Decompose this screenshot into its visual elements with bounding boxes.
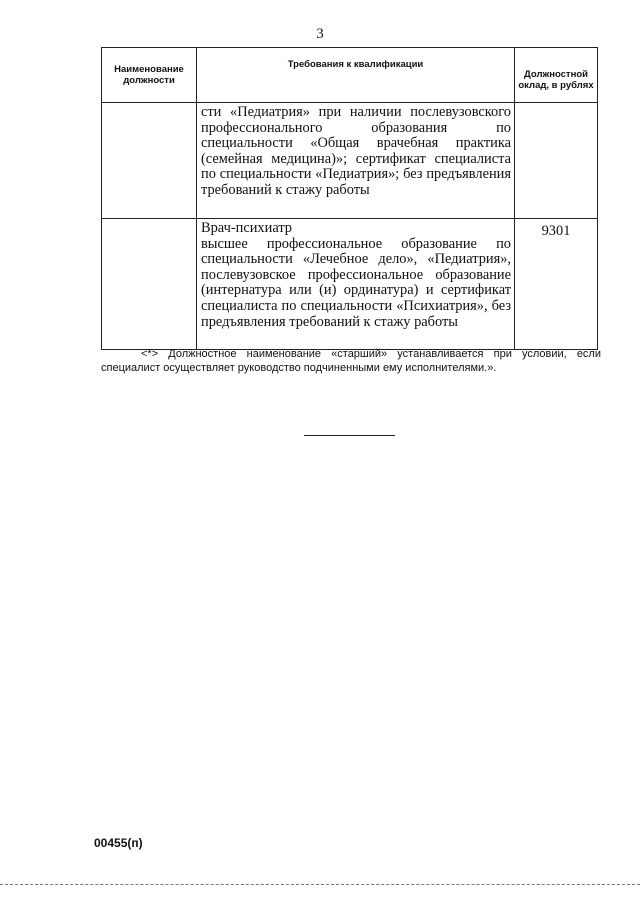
header-position: Наименование должности	[102, 48, 197, 103]
requirements-cell	[197, 219, 515, 350]
table-row	[102, 103, 598, 219]
job-title: Врач-психиатр	[201, 220, 292, 236]
position-cell	[102, 103, 197, 219]
footnote: <*> Должностное наименование «старший» устанавливается при условии, если специалист осуществляет руководство подчиненными ему исполнителями.».	[101, 348, 601, 374]
requirements-text: высшее профессиональное образование по специальности «Лечебное дело», «Педиатрия», послевузовское профессиональное образование (интернатура или (и) ординатура) и сертификат специалиста по специальности «Психиатрия», без предъявления требований к стажу работы	[201, 235, 511, 330]
qualification-table	[101, 47, 598, 350]
separator-rule	[304, 435, 395, 436]
header-salary: Должностной оклад, в рублях	[515, 48, 598, 103]
requirements-text: сти «Педиатрия» при наличии послевузовского профессионального образования по специальности «Общая врачебная практика (семейная медицина)»; сертификат специалиста по специальности «Педиатрия»; без предъявления требований к стажу работы	[201, 104, 511, 198]
position-cell	[102, 219, 197, 350]
page-number: 3	[316, 26, 324, 42]
header-requirements: Требования к квалификации	[197, 48, 515, 103]
salary-cell	[515, 103, 598, 219]
scan-edge-line	[0, 884, 640, 885]
table-header-row	[102, 48, 598, 103]
requirements-cell	[197, 103, 515, 219]
table-row	[102, 219, 598, 350]
document-code: 00455(п)	[94, 836, 143, 850]
salary-cell: 9301	[515, 219, 598, 350]
